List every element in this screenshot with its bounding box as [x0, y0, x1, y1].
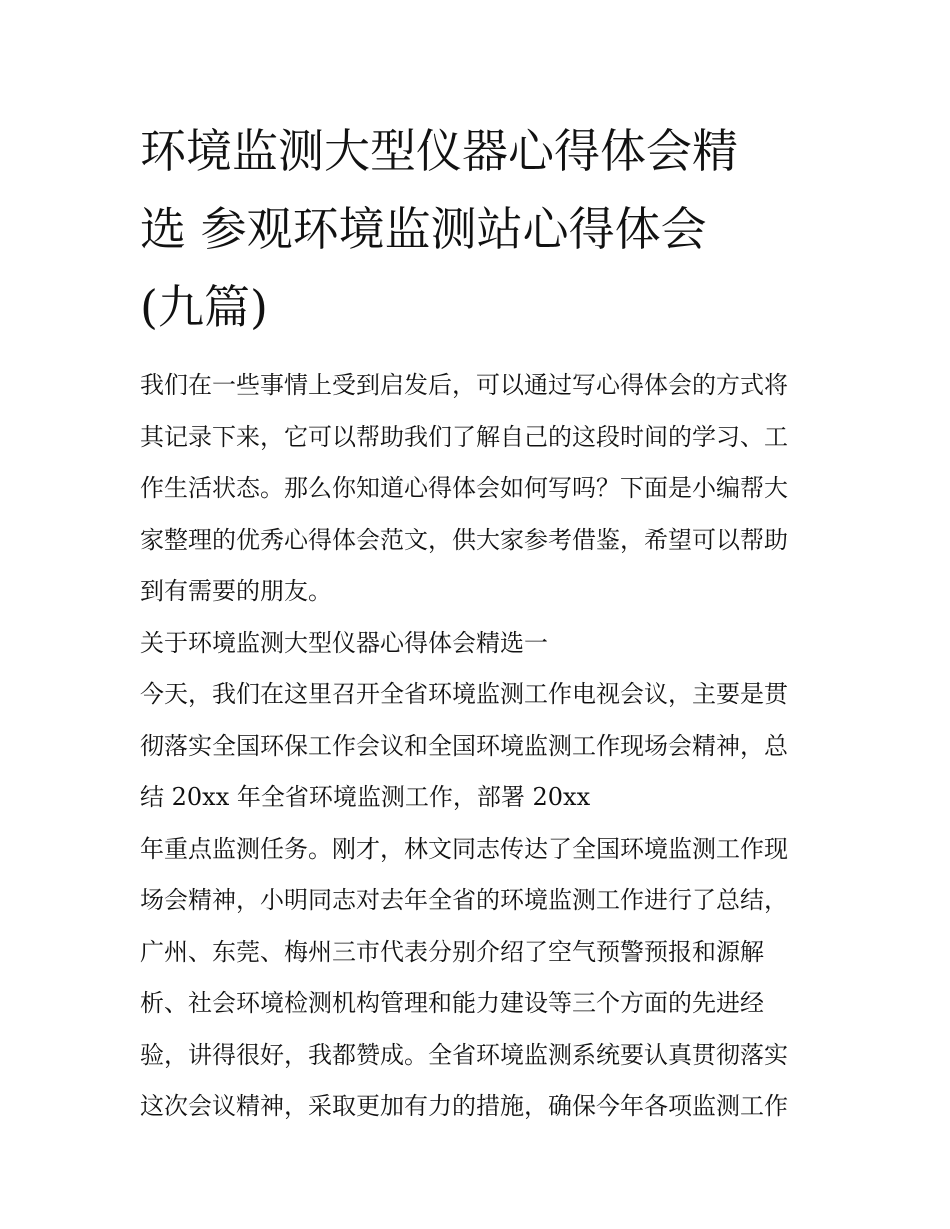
text-line: 验，讲得很好，我都赞成。全省环境监测系统要认真贯彻落实 [140, 1040, 788, 1069]
text-line: 年重点监测任务。刚才，林文同志传达了全国环境监测工作现 [140, 834, 788, 863]
text-line: 彻落实全国环保工作会议和全国环境监测工作现场会精神，总 [140, 731, 788, 760]
text-line: 其记录下来，它可以帮助我们了解自己的这段时间的学习、工 [140, 422, 788, 451]
text-line: 我们在一些事情上受到启发后，可以通过写心得体会的方式将 [140, 371, 788, 399]
text-line: 家整理的优秀心得体会范文，供大家参考借鉴，希望可以帮助 [140, 525, 788, 554]
text-line: 析、社会环境检测机构管理和能力建设等三个方面的先进经 [140, 989, 764, 1017]
title-line: (九篇) [140, 280, 268, 334]
text-line: 这次会议精神，采取更加有力的措施，确保今年各项监测工作 [140, 1092, 788, 1120]
intro-paragraph [140, 360, 816, 618]
title-line: 环境监测大型仪器心得体会精 [140, 124, 738, 178]
document-page [140, 112, 816, 1133]
title-line: 选 参观环境监测站心得体会 [140, 202, 707, 256]
text-line: 结 20xx 年全省环境监测工作，部署 20xx [140, 783, 591, 811]
text-line: 到有需要的朋友。 [140, 577, 332, 605]
text-line: 今天，我们在这里召开全省环境监测工作电视会议，主要是贯 [140, 680, 788, 708]
section-paragraph [140, 669, 816, 1133]
text-line: 作生活状态。那么你知道心得体会如何写吗？下面是小编帮大 [140, 474, 788, 502]
text-line: 场会精神，小明同志对去年全省的环境监测工作进行了总结， [140, 886, 788, 914]
section-heading: 关于环境监测大型仪器心得体会精选一 [140, 628, 548, 657]
document-title [140, 112, 816, 346]
text-line: 广州、东莞、梅州三市代表分别介绍了空气预警预报和源解 [140, 937, 764, 966]
document-body [140, 360, 816, 1133]
